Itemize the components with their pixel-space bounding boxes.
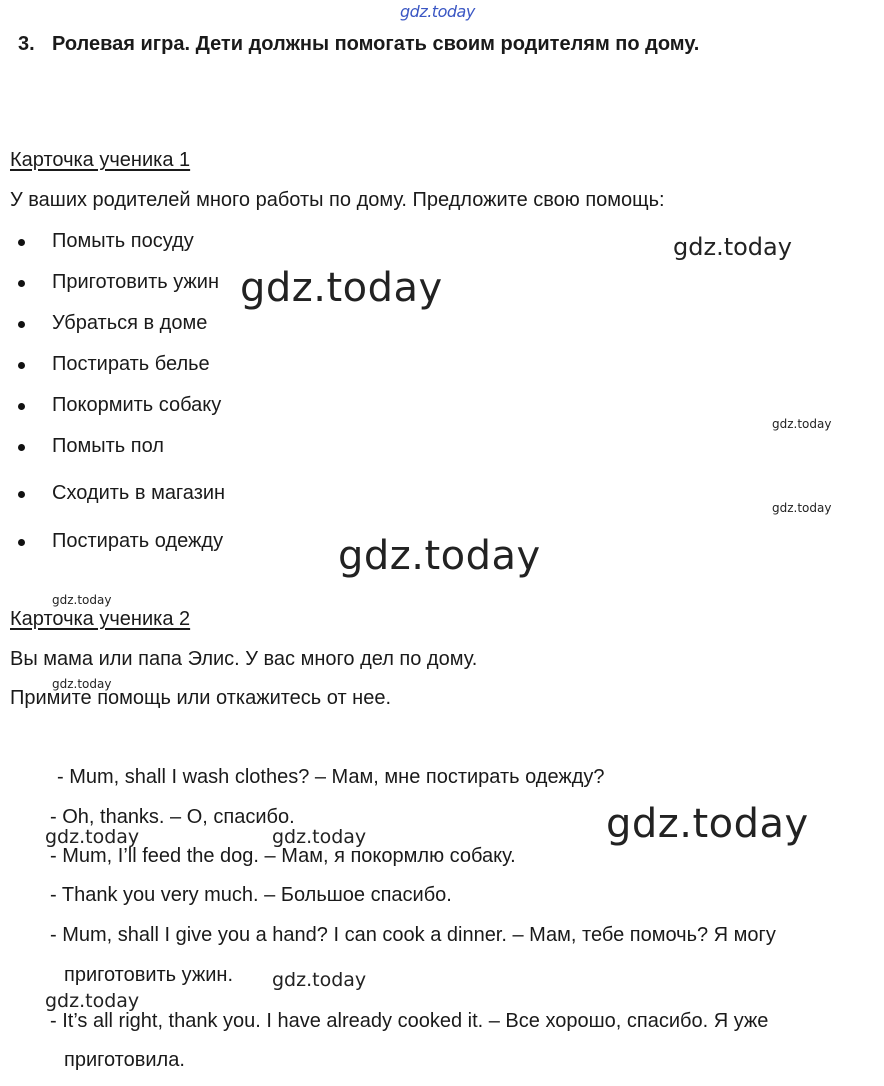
card2-line-1: Вы мама или папа Элис. У вас много дел по дому. [10,648,478,670]
watermark: gdz.today [45,826,140,848]
bullet-icon [18,403,25,410]
list-item: Покормить собаку [52,394,222,416]
dialogue-line: - Mum, shall I give you a hand? I can cook a dinner. – Мам, тебе помочь? Я могу [50,924,776,946]
task-title [18,33,699,56]
card1-heading: Карточка ученика 1 [10,149,191,171]
card2-line-2: Примите помощь или откажитесь от нее. [10,687,392,709]
bullet-icon [18,444,25,451]
watermark: gdz.today [272,826,367,848]
watermark: gdz.today [52,593,112,607]
watermark: gdz.today [240,265,443,311]
dialogue-line-continuation: приготовить ужин. [64,964,234,986]
bullet-icon [18,539,25,546]
watermark: gdz.today [772,501,832,515]
card1-instruction: У ваших родителей много работы по дому. Предложите свою помощь: [10,189,665,211]
watermark: gdz.today [673,233,792,261]
bullet-icon [18,280,25,287]
dialogue-line-continuation: приготовила. [64,1049,185,1071]
task-title-text: Ролевая игра. Дети должны помогать своим родителям по дому. [52,33,700,55]
bullet-icon [18,239,25,246]
watermark: gdz.today [772,417,832,431]
watermark: gdz.today [45,990,140,1012]
bullet-icon [18,491,25,498]
dialogue-line: - Oh, thanks. – О, спасибо. [50,806,295,828]
list-item: Постирать одежду [52,530,224,552]
list-item: Убраться в доме [52,312,208,334]
watermark: gdz.today [272,969,367,991]
dialogue-line: - Mum, I’ll feed the dog. – Мам, я покормлю собаку. [50,845,516,867]
dialogue-line: - Thank you very much. – Большое спасибо. [50,884,452,906]
bullet-icon [18,321,25,328]
list-item: Сходить в магазин [52,482,226,504]
bullet-icon [18,362,25,369]
dialogue-line: - It’s all right, thank you. I have already cooked it. – Все хорошо, спасибо. Я уже [50,1010,769,1032]
watermark: gdz.today [338,533,541,579]
list-item: Помыть посуду [52,230,194,252]
list-item: Постирать белье [52,353,210,375]
list-item: Приготовить ужин [52,271,220,293]
card2-heading: Карточка ученика 2 [10,608,191,630]
watermark-top: gdz.today [400,2,475,21]
watermark: gdz.today [52,677,112,691]
task-number: 3. [18,33,35,55]
dialogue-line: - Mum, shall I wash clothes? – Мам, мне постирать одежду? [57,766,605,788]
list-item: Помыть пол [52,435,164,457]
watermark: gdz.today [606,801,809,847]
